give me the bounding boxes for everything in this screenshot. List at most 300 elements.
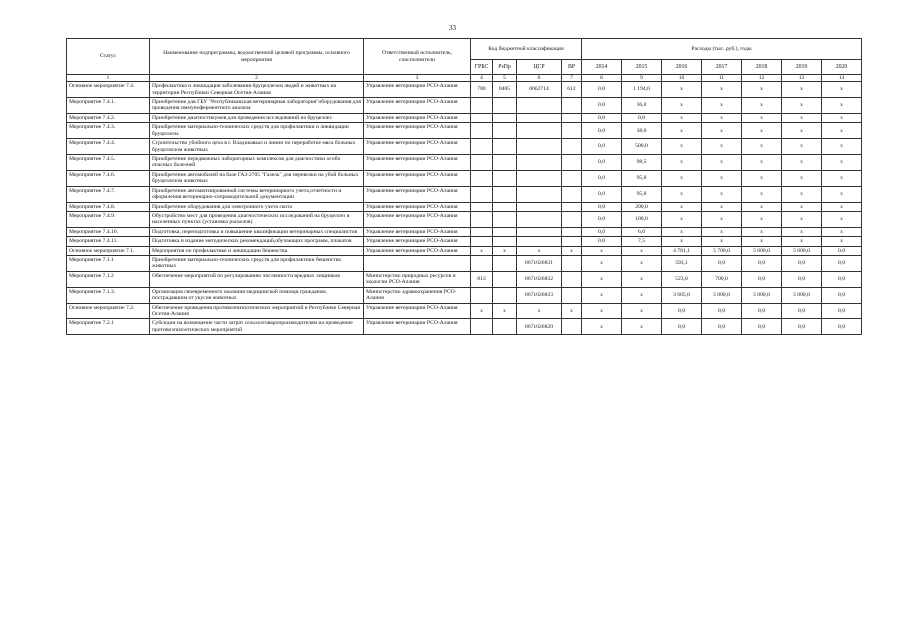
rzpr-cell (493, 256, 517, 272)
column-number: 9 (622, 75, 662, 82)
csr-cell: 0671026832 (517, 271, 562, 287)
status-cell: Мероприятие 7.4.3. (67, 123, 150, 139)
expense-cell: x (622, 319, 662, 335)
executor-cell: Управление ветеринарии РСО-Алания (364, 113, 471, 122)
grbs-cell: x (471, 303, 493, 319)
expense-cell: 0,0 (582, 139, 622, 155)
expense-cell: 0,0 (662, 319, 702, 335)
expense-cell: x (822, 211, 862, 227)
table-row (67, 113, 862, 122)
table-row (67, 246, 862, 255)
vr-cell (562, 123, 582, 139)
expense-cell: x (822, 237, 862, 246)
column-number: 2 (150, 75, 364, 82)
expense-cell: x (662, 211, 702, 227)
expense-cell: x (822, 123, 862, 139)
rzpr-cell (493, 186, 517, 202)
status-cell: Основное мероприятие 7.2. (67, 303, 150, 319)
expense-cell: 98,5 (622, 155, 662, 171)
expense-cell: 0,0 (702, 303, 742, 319)
expense-cell: 0,0 (822, 287, 862, 303)
vr-cell (562, 319, 582, 335)
expense-cell: x (702, 211, 742, 227)
status-cell: Мероприятие 7.4.8. (67, 202, 150, 211)
name-cell: Субсидии на возмещение части затрат сельхозтоваропроизводителям на проведение противоэпизоотических мероприятий (150, 319, 364, 335)
vr-cell (562, 227, 582, 236)
name-cell: Приобретение автомобилей на базе ГАЗ-2705 "Газель" для перевозки на убой больных бруцеллезом животных (150, 170, 364, 186)
name-cell: Обустройство мест для проведения диагностических исследований на бруцеллез в населенных пунктах (установка расколов) (150, 211, 364, 227)
name-cell: Мероприятия по профилактике и ликвидации бешенства (150, 246, 364, 255)
vr-cell (562, 271, 582, 287)
expense-cell: x (662, 123, 702, 139)
expense-cell: 0,0 (782, 303, 822, 319)
expense-cell: 523,0 (662, 271, 702, 287)
table-row (67, 155, 862, 171)
status-cell: Мероприятие 7.4.5. (67, 155, 150, 171)
header-year: 2015 (622, 60, 662, 75)
status-cell: Мероприятие 7.1.2 (67, 271, 150, 287)
expense-cell: 0,0 (742, 271, 782, 287)
column-number: 3 (364, 75, 471, 82)
executor-cell: Управление ветеринарии РСО-Алания (364, 155, 471, 171)
table-row (67, 186, 862, 202)
vr-cell (562, 211, 582, 227)
expense-cell: 3 665,0 (662, 287, 702, 303)
expense-cell: 0,0 (742, 303, 782, 319)
expense-cell: 0,0 (582, 123, 622, 139)
expense-cell: x (822, 170, 862, 186)
name-cell: Приобретение материально-технических средств для профилактики бешенства животных (150, 256, 364, 272)
name-cell: Обеспечение мероприятий по регулированию численности вредных хищников (150, 271, 364, 287)
grbs-cell (471, 319, 493, 335)
expense-cell: 5 000,0 (782, 287, 822, 303)
status-cell: Мероприятие 7.4.6. (67, 170, 150, 186)
name-cell: Приобретение диагностикумов для проведения исследований на бруцеллез (150, 113, 364, 122)
expense-cell: 0,0 (582, 82, 622, 98)
expense-cell: x (702, 139, 742, 155)
status-cell: Мероприятие 7.4.4. (67, 139, 150, 155)
expense-cell: x (782, 170, 822, 186)
expense-cell: x (622, 287, 662, 303)
grbs-cell (471, 98, 493, 114)
status-cell: Мероприятие 7.4.7. (67, 186, 150, 202)
expense-cell: x (742, 98, 782, 114)
vr-cell (562, 287, 582, 303)
csr-cell: 0671026820 (517, 319, 562, 335)
header-year: 2019 (782, 60, 822, 75)
expense-cell: x (782, 98, 822, 114)
grbs-cell (471, 256, 493, 272)
vr-cell (562, 113, 582, 122)
expense-cell: x (822, 186, 862, 202)
expense-cell: x (822, 113, 862, 122)
executor-cell: Управление ветеринарии РСО-Алания (364, 237, 471, 246)
header-expenses: Расходы (тыс. руб.), годы (582, 39, 862, 60)
header-grbs: ГРБС (471, 60, 493, 75)
rzpr-cell: x (493, 303, 517, 319)
rzpr-cell (493, 237, 517, 246)
header-year: 2017 (702, 60, 742, 75)
expense-cell: x (582, 256, 622, 272)
name-cell: Приобретение для ГБУ "Республиканская ветеринарная лаборатория"оборудования для проведения иммуноферментного анализа (150, 98, 364, 114)
rzpr-cell: x (493, 246, 517, 255)
expense-cell: x (822, 82, 862, 98)
csr-cell: x (517, 303, 562, 319)
column-number: 10 (662, 75, 702, 82)
expense-cell: x (622, 246, 662, 255)
rzpr-cell (493, 170, 517, 186)
name-cell: Профилактика и ликвидация заболевания бруцеллезом людей и животных на территории Республики Северная Осетия-Алания (150, 82, 364, 98)
csr-cell (517, 211, 562, 227)
rzpr-cell (493, 319, 517, 335)
expense-cell: x (582, 246, 622, 255)
expense-cell: x (702, 82, 742, 98)
expense-cell: 0,0 (582, 237, 622, 246)
expense-cell: x (622, 303, 662, 319)
expense-cell: 0,0 (702, 256, 742, 272)
table-row (67, 202, 862, 211)
expense-cell: x (662, 98, 702, 114)
expense-cell: x (742, 155, 782, 171)
csr-cell (517, 155, 562, 171)
expense-cell: 7,5 (622, 237, 662, 246)
expense-cell: 0,0 (582, 113, 622, 122)
column-number: 5 (493, 75, 517, 82)
column-number: 13 (782, 75, 822, 82)
name-cell: Приобретение материально-технических средств для профилактики и ликвидации бруцеллеза (150, 123, 364, 139)
executor-cell: Министерство природных ресурсов и экологии РСО-Алания (364, 271, 471, 287)
grbs-cell (471, 139, 493, 155)
csr-cell (517, 237, 562, 246)
expense-cell: x (582, 303, 622, 319)
expense-cell: 0,0 (822, 303, 862, 319)
status-cell: Мероприятие 7.4.11. (67, 237, 150, 246)
vr-cell: x (562, 303, 582, 319)
csr-cell (517, 186, 562, 202)
csr-cell: 0671026831 (517, 256, 562, 272)
header-vr: ВР (562, 60, 582, 75)
expense-cell: x (782, 113, 822, 122)
expense-cell: x (822, 139, 862, 155)
rzpr-cell (493, 98, 517, 114)
expense-cell: 0,0 (822, 271, 862, 287)
grbs-cell: 780 (471, 82, 493, 98)
expense-cell: x (782, 227, 822, 236)
csr-cell (517, 227, 562, 236)
expense-cell: x (742, 139, 782, 155)
expense-cell: x (662, 186, 702, 202)
expense-cell: 0,0 (782, 256, 822, 272)
expense-cell: x (742, 170, 782, 186)
program-table (66, 38, 862, 335)
column-number: 14 (822, 75, 862, 82)
grbs-cell (471, 227, 493, 236)
expense-cell: 500,0 (622, 139, 662, 155)
rzpr-cell (493, 287, 517, 303)
expense-cell: 700,0 (702, 271, 742, 287)
csr-cell (517, 202, 562, 211)
table-row (67, 98, 862, 114)
executor-cell: Управление ветеринарии РСО-Алания (364, 319, 471, 335)
rzpr-cell (493, 211, 517, 227)
expense-cell: x (782, 155, 822, 171)
expense-cell: x (782, 82, 822, 98)
table-row (67, 287, 862, 303)
status-cell: Мероприятие 7.4.1. (67, 98, 150, 114)
grbs-cell: x (471, 246, 493, 255)
expense-cell: x (662, 139, 702, 155)
rzpr-cell (493, 155, 517, 171)
vr-cell: 612 (562, 82, 582, 98)
grbs-cell (471, 123, 493, 139)
expense-cell: 4 781,1 (662, 246, 702, 255)
table-row (67, 271, 862, 287)
expense-cell: 0,0 (582, 227, 622, 236)
expense-cell: 200,0 (622, 202, 662, 211)
header-year: 2018 (742, 60, 782, 75)
expense-cell: 0,0 (782, 319, 822, 335)
csr-cell (517, 139, 562, 155)
expense-cell: x (702, 170, 742, 186)
column-number: 4 (471, 75, 493, 82)
executor-cell: Управление ветеринарии РСО-Алания (364, 211, 471, 227)
header-year: 2016 (662, 60, 702, 75)
expense-cell: 95,0 (622, 170, 662, 186)
vr-cell (562, 186, 582, 202)
column-number: 7 (562, 75, 582, 82)
executor-cell (364, 256, 471, 272)
rzpr-cell (493, 271, 517, 287)
expense-cell: x (702, 98, 742, 114)
rzpr-cell (493, 139, 517, 155)
expense-cell: 0,0 (622, 113, 662, 122)
expense-cell: 0,0 (582, 170, 622, 186)
expense-cell: x (582, 271, 622, 287)
expense-cell: x (742, 186, 782, 202)
expense-cell: 5 000,0 (742, 246, 782, 255)
executor-cell: Управление ветеринарии РСО-Алания (364, 303, 471, 319)
expense-cell: 5 000,0 (742, 287, 782, 303)
vr-cell (562, 170, 582, 186)
header-status: Статус (67, 39, 150, 75)
status-cell: Мероприятие 7.4.10. (67, 227, 150, 236)
expense-cell: x (702, 186, 742, 202)
expense-cell: x (662, 202, 702, 211)
header-name: Наименование подпрограммы, ведомственной целевой программы, основного мероприятия (150, 39, 364, 75)
header-executor: Ответственный исполнитель, соисполнители (364, 39, 471, 75)
status-cell: Основное мероприятие 7.4. (67, 82, 150, 98)
vr-cell (562, 256, 582, 272)
table-row (67, 319, 862, 335)
grbs-cell (471, 186, 493, 202)
executor-cell: Управление ветеринарии РСО-Алания (364, 170, 471, 186)
name-cell: Организация своевременного оказания медицинской помощи гражданам, пострадавшим от укусов животных (150, 287, 364, 303)
expense-cell: x (702, 237, 742, 246)
table-row (67, 170, 862, 186)
column-number: 11 (702, 75, 742, 82)
vr-cell: x (562, 246, 582, 255)
expense-cell: 5 000,0 (782, 246, 822, 255)
grbs-cell: 813 (471, 271, 493, 287)
expense-cell: x (822, 202, 862, 211)
expense-cell: x (662, 237, 702, 246)
expense-cell: x (662, 82, 702, 98)
column-number: 8 (582, 75, 622, 82)
expense-cell: 0,0 (582, 211, 622, 227)
name-cell: Обеспечение проведения противоэпизоотических мероприятий в Республике Северная Осетия-Алания (150, 303, 364, 319)
expense-cell: x (822, 155, 862, 171)
executor-cell: Управление ветеринарии РСО-Алания (364, 82, 471, 98)
expense-cell: x (742, 82, 782, 98)
expense-cell: 5 000,0 (702, 287, 742, 303)
expense-cell: 0,0 (742, 319, 782, 335)
expense-cell: 1 194,0 (622, 82, 662, 98)
expense-cell: x (782, 123, 822, 139)
name-cell: Подготовка и издание методических рекомендаций,обучающих программ, плакатов (150, 237, 364, 246)
status-cell: Основное мероприятие 7.1. (67, 246, 150, 255)
table-row (67, 303, 862, 319)
table-row (67, 237, 862, 246)
expense-cell: x (742, 211, 782, 227)
table-row (67, 227, 862, 236)
expense-cell: 593,1 (662, 256, 702, 272)
status-cell: Мероприятие 7.1.3. (67, 287, 150, 303)
vr-cell (562, 98, 582, 114)
status-cell: Мероприятие 7.4.2. (67, 113, 150, 122)
csr-cell: 0671026833 (517, 287, 562, 303)
expense-cell: x (582, 287, 622, 303)
executor-cell: Управление ветеринарии РСО-Алания (364, 123, 471, 139)
table-row (67, 211, 862, 227)
expense-cell: x (742, 113, 782, 122)
expense-cell: 38,0 (622, 123, 662, 139)
expense-cell: 0,0 (582, 155, 622, 171)
executor-cell: Министерство здравоохранения РСО-Алания (364, 287, 471, 303)
expense-cell: x (662, 227, 702, 236)
name-cell: Приобретение оборудования для электронного учета скота (150, 202, 364, 211)
table-row (67, 256, 862, 272)
expense-cell: 100,0 (622, 211, 662, 227)
csr-cell: x (517, 246, 562, 255)
expense-cell: x (622, 271, 662, 287)
rzpr-cell: 0405 (493, 82, 517, 98)
column-number: 12 (742, 75, 782, 82)
grbs-cell (471, 170, 493, 186)
expense-cell: x (582, 319, 622, 335)
grbs-cell (471, 287, 493, 303)
csr-cell (517, 123, 562, 139)
expense-cell: x (662, 113, 702, 122)
status-cell: Мероприятие 7.4.9. (67, 211, 150, 227)
expense-cell: 95,0 (622, 186, 662, 202)
column-number: 6 (517, 75, 562, 82)
grbs-cell (471, 211, 493, 227)
expense-cell: x (822, 98, 862, 114)
expense-cell: x (702, 202, 742, 211)
grbs-cell (471, 237, 493, 246)
executor-cell: Управление ветеринарии РСО-Алания (364, 246, 471, 255)
expense-cell: 0,0 (782, 271, 822, 287)
expense-cell: 5 700,0 (702, 246, 742, 255)
table-row (67, 123, 862, 139)
executor-cell: Управление ветеринарии РСО-Алания (364, 186, 471, 202)
expense-cell: 36,0 (622, 98, 662, 114)
expense-cell: x (782, 211, 822, 227)
expense-cell: 0,0 (702, 319, 742, 335)
vr-cell (562, 139, 582, 155)
header-budget-code: Код бюджетной классификации (471, 39, 582, 60)
executor-cell: Управление ветеринарии РСО-Алания (364, 202, 471, 211)
executor-cell: Управление ветеринарии РСО-Алания (364, 227, 471, 236)
grbs-cell (471, 155, 493, 171)
vr-cell (562, 155, 582, 171)
header-year: 2014 (582, 60, 622, 75)
executor-cell: Управление ветеринарии РСО-Алания (364, 139, 471, 155)
rzpr-cell (493, 202, 517, 211)
csr-cell: 0662714 (517, 82, 562, 98)
vr-cell (562, 202, 582, 211)
expense-cell: x (742, 237, 782, 246)
name-cell: Приобретение передвижных лабораторных комплексов для диагностики особо опасных болезней (150, 155, 364, 171)
header-rzpr: РзПр (493, 60, 517, 75)
name-cell: Подготовка, переподготовка и повышение квалификации ветеринарных специалистов (150, 227, 364, 236)
expense-cell: x (782, 202, 822, 211)
grbs-cell (471, 113, 493, 122)
rzpr-cell (493, 113, 517, 122)
header-csr: ЦСР (517, 60, 562, 75)
expense-cell: x (782, 237, 822, 246)
expense-cell: x (822, 227, 862, 236)
rzpr-cell (493, 227, 517, 236)
vr-cell (562, 237, 582, 246)
expense-cell: x (662, 155, 702, 171)
expense-cell: 0,0 (662, 303, 702, 319)
expense-cell: x (742, 202, 782, 211)
name-cell: Приобретение автоматизированной системы ветеринарного учета,отчетности и оформления ветеринарно-сопроводительной документации (150, 186, 364, 202)
expense-cell: x (742, 123, 782, 139)
grbs-cell (471, 202, 493, 211)
expense-cell: 0,0 (822, 256, 862, 272)
column-number: 1 (67, 75, 150, 82)
expense-cell: 0,0 (822, 319, 862, 335)
expense-cell: 0,0 (742, 256, 782, 272)
expense-cell: x (702, 113, 742, 122)
expense-cell: x (702, 227, 742, 236)
rzpr-cell (493, 123, 517, 139)
csr-cell (517, 113, 562, 122)
executor-cell: Управление ветеринарии РСО-Алания (364, 98, 471, 114)
csr-cell (517, 170, 562, 186)
expense-cell: x (622, 256, 662, 272)
column-numbers-row (67, 75, 862, 82)
expense-cell: x (702, 123, 742, 139)
expense-cell: 0,0 (582, 98, 622, 114)
expense-cell: x (782, 186, 822, 202)
status-cell: Мероприятие 7.1.1 (67, 256, 150, 272)
expense-cell: 0,0 (822, 246, 862, 255)
expense-cell: 0,0 (582, 186, 622, 202)
expense-cell: x (742, 227, 782, 236)
csr-cell (517, 98, 562, 114)
expense-cell: 6,0 (622, 227, 662, 236)
status-cell: Мероприятие 7.2.1 (67, 319, 150, 335)
expense-cell: x (702, 155, 742, 171)
page-number: 33 (449, 24, 456, 32)
expense-cell: x (662, 170, 702, 186)
table-row (67, 139, 862, 155)
header-year: 2020 (822, 60, 862, 75)
expense-cell: 0,0 (582, 202, 622, 211)
